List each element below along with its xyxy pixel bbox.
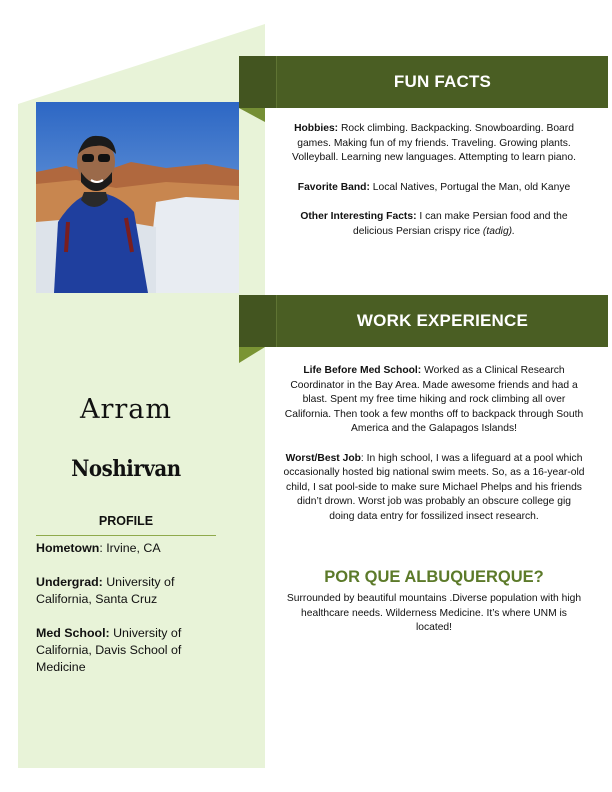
work-experience-body bbox=[283, 364, 585, 539]
first-name: Arram bbox=[79, 394, 172, 425]
hometown-value: : Irvine, CA bbox=[99, 541, 161, 555]
albuquerque-body bbox=[283, 592, 585, 651]
hobbies-text: Rock climbing. Backpacking. Snowboarding. Board games. Making fun of my friends. Traveling. Growing plants. Volleyball. Learning new languages. Attempting to learn piano. bbox=[292, 123, 576, 163]
band-paragraph bbox=[283, 181, 585, 196]
work-experience-title: WORK EXPERIENCE bbox=[356, 311, 529, 330]
before-med-paragraph bbox=[283, 364, 585, 437]
fun-facts-fold bbox=[239, 108, 265, 122]
other-facts-label: Other Interesting Facts: bbox=[300, 211, 417, 222]
banner-tab bbox=[239, 295, 276, 347]
hometown-line bbox=[36, 540, 221, 557]
undergrad-line bbox=[36, 574, 221, 608]
best-job-text: : In high school, I was a lifeguard at a pool which occasionally hosted big national swim meets. So, as a 16-year-old child, I sat pool-side to make sure Michael Phelps and his friends didn’t drown. Worst job was probably an obscure college gig doing data entry for fossilized insect research. bbox=[283, 452, 585, 522]
fun-facts-title: FUN FACTS bbox=[393, 72, 492, 91]
fun-facts-banner bbox=[239, 56, 608, 108]
band-text: Local Natives, Portugal the Man, old Kanye bbox=[369, 181, 571, 193]
other-facts-paragraph bbox=[283, 210, 585, 239]
med-school-value: University of California, Davis School of Medicine bbox=[36, 626, 182, 674]
hobbies-label: Hobbies: bbox=[294, 123, 339, 134]
med-school-line bbox=[36, 625, 221, 676]
before-med-text: Worked as a Clinical Research Coordinator in the Bay Area. Made awesome friends and had a blast. Spent my free time hiking and rock climbing all over California. Then took a few months off to backpack through South America and the Galapagos Islands! bbox=[284, 365, 584, 434]
undergrad-value: University of California, Santa Cruz bbox=[36, 575, 175, 606]
other-facts-text: I can make Persian food and the delicious Persian crispy rice bbox=[353, 211, 568, 237]
profile-details bbox=[36, 540, 221, 693]
other-facts-italic: (tadig). bbox=[482, 225, 515, 237]
last-name: Noshirvan bbox=[71, 456, 181, 482]
work-experience-banner bbox=[239, 295, 608, 347]
fun-facts-body bbox=[283, 122, 585, 254]
albuquerque-text: Surrounded by beautiful mountains .Diverse population with high healthcare needs. Wilderness Medicine. It’s where UNM is located! bbox=[286, 593, 582, 633]
before-med-label: Life Before Med School: bbox=[303, 365, 422, 376]
undergrad-label: Undergrad: bbox=[36, 575, 103, 589]
profile-divider bbox=[36, 535, 216, 536]
hobbies-paragraph bbox=[283, 122, 585, 166]
banner-tab bbox=[239, 56, 276, 108]
best-job-label: Worst/Best Job bbox=[285, 452, 361, 464]
profile-heading: PROFILE bbox=[98, 514, 154, 528]
work-experience-fold bbox=[239, 347, 265, 363]
best-job-paragraph bbox=[283, 452, 585, 525]
hometown-label: Hometown bbox=[36, 541, 100, 555]
profile-photo bbox=[36, 102, 239, 293]
med-school-label: Med School: bbox=[36, 626, 110, 640]
albuquerque-title: POR QUE ALBUQUERQUE? bbox=[324, 568, 544, 586]
band-label: Favorite Band: bbox=[297, 181, 370, 193]
